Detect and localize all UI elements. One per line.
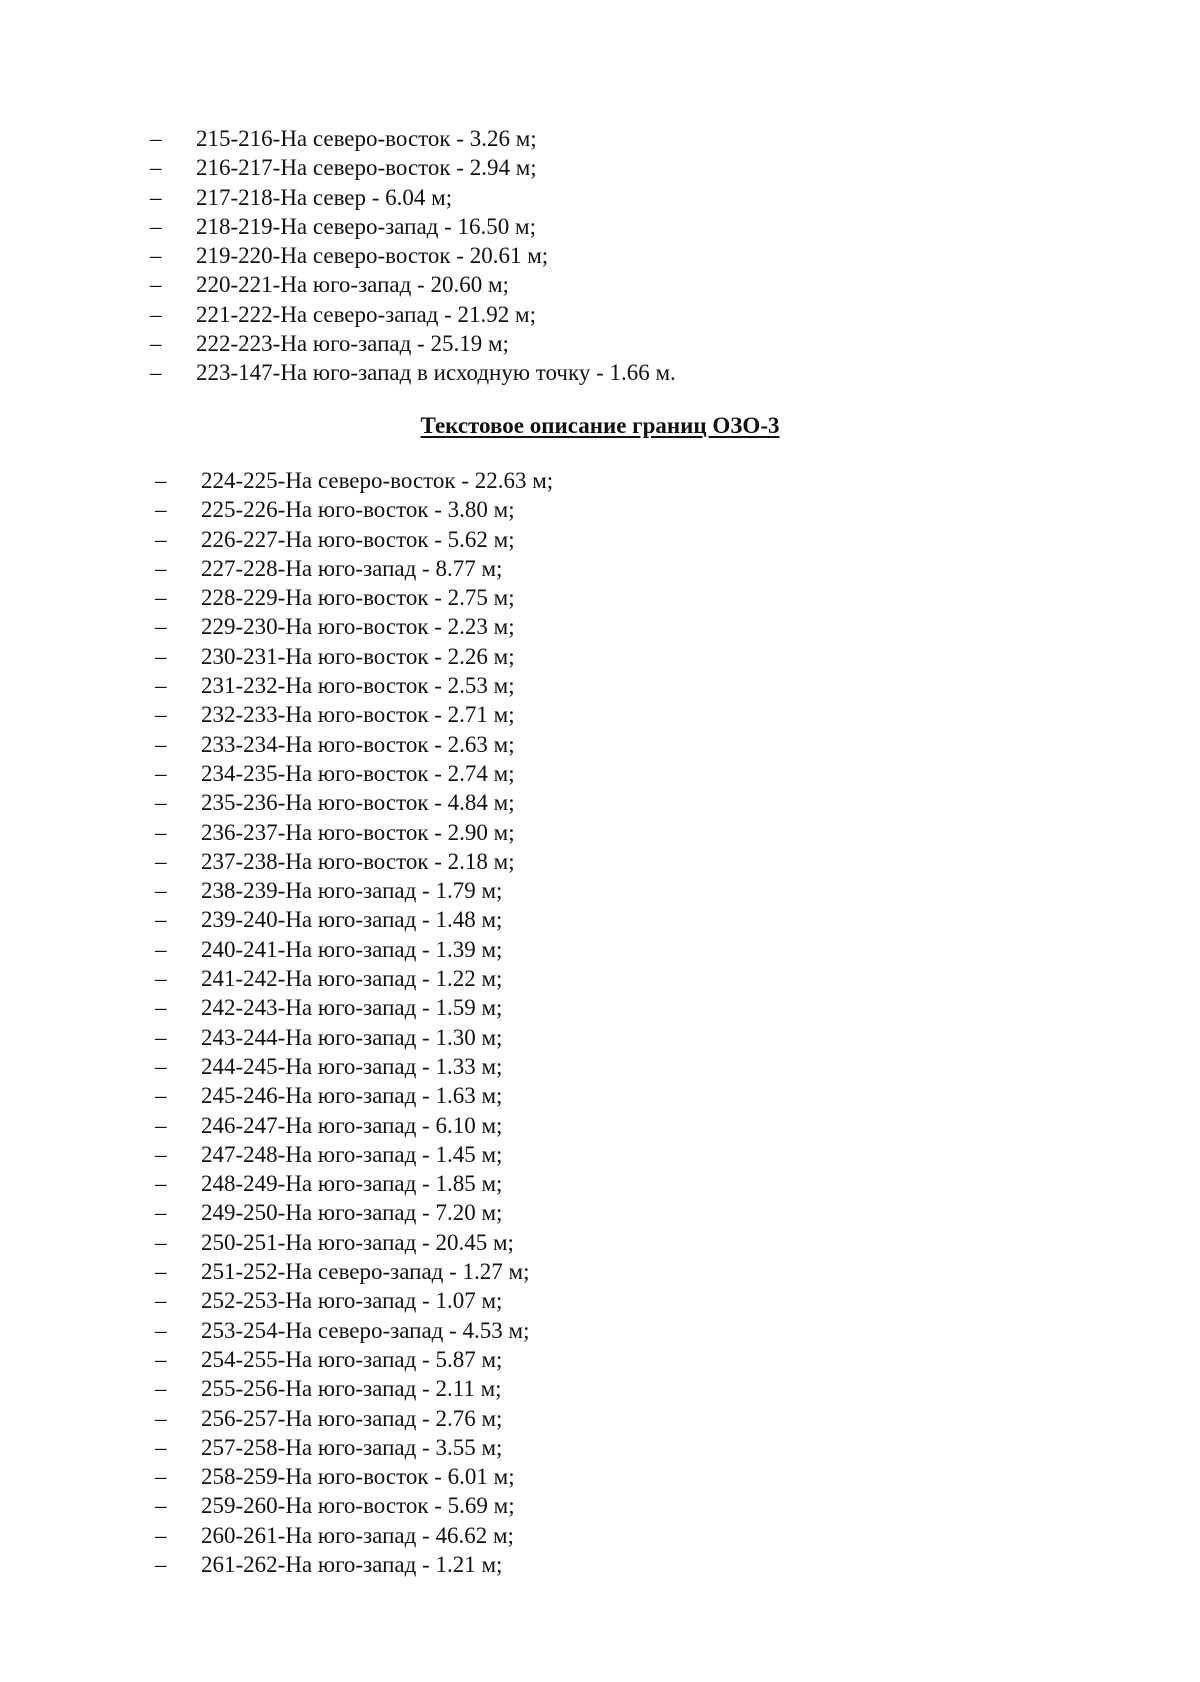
list-item-text: 254-255-На юго-запад - 5.87 м; bbox=[201, 1346, 503, 1372]
bullet-dash: – bbox=[155, 1464, 167, 1490]
list-item-text: 215-216-На северо-восток - 3.26 м; bbox=[196, 126, 537, 151]
bullet-dash: – bbox=[155, 1229, 167, 1255]
list-item-text: 257-258-На юго-запад - 3.55 м; bbox=[201, 1434, 503, 1460]
bullet-dash: – bbox=[155, 1346, 167, 1372]
list-item bbox=[155, 1052, 553, 1081]
list-item bbox=[150, 270, 676, 299]
bullet-dash: – bbox=[150, 184, 162, 210]
bullet-dash: – bbox=[155, 497, 167, 523]
list-item-text: 252-253-На юго-запад - 1.07 м; bbox=[201, 1288, 503, 1314]
bullet-dash: – bbox=[150, 331, 162, 357]
bullet-dash: – bbox=[155, 614, 167, 640]
bullet-dash: – bbox=[155, 1112, 167, 1138]
list-item bbox=[155, 1433, 553, 1462]
list-item bbox=[155, 1316, 553, 1345]
bullet-dash: – bbox=[155, 526, 167, 552]
list-item bbox=[155, 1521, 553, 1550]
list-item-text: 218-219-На северо-запад - 16.50 м; bbox=[196, 213, 536, 239]
list-item bbox=[155, 1345, 553, 1374]
list-item-text: 239-240-На юго-запад - 1.48 м; bbox=[201, 907, 503, 933]
list-item-text: 253-254-На северо-запад - 4.53 м; bbox=[201, 1317, 530, 1343]
list-item-text: 236-237-На юго-восток - 2.90 м; bbox=[201, 819, 515, 845]
bullet-dash: – bbox=[155, 878, 167, 904]
bullet-dash: – bbox=[155, 1522, 167, 1548]
bullet-dash: – bbox=[155, 731, 167, 757]
bullet-dash: – bbox=[155, 702, 167, 728]
bullet-dash: – bbox=[150, 301, 162, 327]
list-item bbox=[155, 700, 553, 729]
list-item-text: 222-223-На юго-запад - 25.19 м; bbox=[196, 331, 509, 357]
list-item bbox=[155, 876, 553, 905]
bullet-dash: – bbox=[155, 643, 167, 669]
boundary-list-previous bbox=[150, 124, 676, 388]
bullet-dash: – bbox=[155, 1083, 167, 1109]
bullet-dash: – bbox=[155, 1434, 167, 1460]
list-item-text: 250-251-На юго-запад - 20.45 м; bbox=[201, 1229, 514, 1255]
bullet-dash: – bbox=[155, 1551, 167, 1577]
list-item bbox=[150, 212, 676, 241]
bullet-dash: – bbox=[155, 1259, 167, 1285]
list-item bbox=[155, 612, 553, 641]
list-item bbox=[155, 759, 553, 788]
bullet-dash: – bbox=[155, 1171, 167, 1197]
bullet-dash: – bbox=[155, 1376, 167, 1402]
list-item-text: 258-259-На юго-восток - 6.01 м; bbox=[201, 1464, 515, 1490]
list-item bbox=[150, 329, 676, 358]
list-item bbox=[150, 183, 676, 212]
list-item bbox=[155, 818, 553, 847]
list-item-text: 228-229-На юго-восток - 2.75 м; bbox=[201, 585, 515, 611]
bullet-dash: – bbox=[155, 790, 167, 816]
list-item bbox=[155, 1169, 553, 1198]
list-item-text: 225-226-На юго-восток - 3.80 м; bbox=[201, 497, 515, 523]
list-item bbox=[155, 1023, 553, 1052]
list-item bbox=[155, 466, 553, 495]
list-item bbox=[155, 1257, 553, 1286]
bullet-dash: – bbox=[155, 1053, 167, 1079]
bullet-dash: – bbox=[155, 1141, 167, 1167]
list-item bbox=[155, 1228, 553, 1257]
list-item-text: 220-221-На юго-запад - 20.60 м; bbox=[196, 272, 509, 298]
bullet-dash: – bbox=[150, 272, 162, 298]
bullet-dash: – bbox=[155, 673, 167, 699]
bullet-dash: – bbox=[155, 1317, 167, 1343]
list-item bbox=[155, 935, 553, 964]
list-item bbox=[155, 1491, 553, 1520]
list-item bbox=[150, 153, 676, 182]
bullet-dash: – bbox=[155, 1493, 167, 1519]
list-item bbox=[150, 358, 676, 387]
list-item bbox=[155, 1198, 553, 1227]
list-item-text: 223-147-На юго-запад в исходную точку - 1.66 м. bbox=[196, 360, 676, 386]
bullet-dash: – bbox=[155, 848, 167, 874]
list-item bbox=[155, 788, 553, 817]
bullet-dash: – bbox=[155, 1288, 167, 1314]
bullet-dash: – bbox=[155, 936, 167, 962]
list-item bbox=[155, 1404, 553, 1433]
bullet-dash: – bbox=[155, 995, 167, 1021]
list-item bbox=[155, 1140, 553, 1169]
bullet-dash: – bbox=[150, 213, 162, 239]
boundary-list-ozo-3 bbox=[155, 466, 553, 1579]
list-item-text: 242-243-На юго-запад - 1.59 м; bbox=[201, 995, 503, 1021]
bullet-dash: – bbox=[155, 819, 167, 845]
list-item bbox=[150, 124, 676, 153]
list-item bbox=[155, 905, 553, 934]
list-item bbox=[155, 847, 553, 876]
list-item-text: 216-217-На северо-восток - 2.94 м; bbox=[196, 155, 537, 181]
list-item bbox=[155, 730, 553, 759]
list-item bbox=[155, 1081, 553, 1110]
list-item-text: 243-244-На юго-запад - 1.30 м; bbox=[201, 1024, 503, 1050]
bullet-dash: – bbox=[150, 155, 162, 181]
list-item-text: 226-227-На юго-восток - 5.62 м; bbox=[201, 526, 515, 552]
list-item bbox=[155, 642, 553, 671]
list-item bbox=[155, 495, 553, 524]
list-item bbox=[155, 554, 553, 583]
bullet-dash: – bbox=[150, 243, 162, 269]
list-item-text: 224-225-На северо-восток - 22.63 м; bbox=[201, 468, 554, 493]
list-item bbox=[155, 525, 553, 554]
list-item-text: 259-260-На юго-восток - 5.69 м; bbox=[201, 1493, 515, 1519]
list-item-text: 233-234-На юго-восток - 2.63 м; bbox=[201, 731, 515, 757]
list-item-text: 247-248-На юго-запад - 1.45 м; bbox=[201, 1141, 503, 1167]
list-item-text: 256-257-На юго-запад - 2.76 м; bbox=[201, 1405, 503, 1431]
list-item bbox=[150, 241, 676, 270]
list-item bbox=[150, 300, 676, 329]
list-item-text: 217-218-На север - 6.04 м; bbox=[196, 184, 453, 210]
bullet-dash: – bbox=[155, 1405, 167, 1431]
list-item-text: 237-238-На юго-восток - 2.18 м; bbox=[201, 848, 515, 874]
list-item-text: 244-245-На юго-запад - 1.33 м; bbox=[201, 1053, 503, 1079]
list-item bbox=[155, 1550, 553, 1579]
list-item bbox=[155, 964, 553, 993]
list-item-text: 229-230-На юго-восток - 2.23 м; bbox=[201, 614, 515, 640]
list-item-text: 255-256-На юго-запад - 2.11 м; bbox=[201, 1376, 502, 1402]
list-item-text: 219-220-На северо-восток - 20.61 м; bbox=[196, 243, 549, 269]
bullet-dash: – bbox=[155, 907, 167, 933]
list-item-text: 232-233-На юго-восток - 2.71 м; bbox=[201, 702, 515, 728]
list-item bbox=[155, 1111, 553, 1140]
list-item bbox=[155, 583, 553, 612]
list-item bbox=[155, 671, 553, 700]
list-item-text: 234-235-На юго-восток - 2.74 м; bbox=[201, 760, 515, 786]
list-item-text: 260-261-На юго-запад - 46.62 м; bbox=[201, 1522, 514, 1548]
list-item-text: 227-228-На юго-запад - 8.77 м; bbox=[201, 555, 503, 581]
bullet-dash: – bbox=[155, 1024, 167, 1050]
list-item-text: 235-236-На юго-восток - 4.84 м; bbox=[201, 790, 515, 816]
bullet-dash: – bbox=[155, 966, 167, 992]
bullet-dash: – bbox=[155, 585, 167, 611]
list-item-text: 221-222-На северо-запад - 21.92 м; bbox=[196, 301, 536, 327]
list-item-text: 240-241-На юго-запад - 1.39 м; bbox=[201, 936, 503, 962]
bullet-dash: – bbox=[155, 1200, 167, 1226]
bullet-dash: – bbox=[150, 126, 162, 151]
list-item-text: 248-249-На юго-запад - 1.85 м; bbox=[201, 1171, 503, 1197]
list-item bbox=[155, 993, 553, 1022]
list-item-text: 261-262-На юго-запад - 1.21 м; bbox=[201, 1551, 503, 1577]
list-item-text: 238-239-На юго-запад - 1.79 м; bbox=[201, 878, 503, 904]
section-title-ozo-3: Текстовое описание границ ОЗО-3 bbox=[420, 413, 780, 438]
list-item-text: 251-252-На северо-запад - 1.27 м; bbox=[201, 1259, 530, 1285]
bullet-dash: – bbox=[155, 468, 167, 493]
list-item bbox=[155, 1462, 553, 1491]
list-item-text: 249-250-На юго-запад - 7.20 м; bbox=[201, 1200, 503, 1226]
list-item-text: 246-247-На юго-запад - 6.10 м; bbox=[201, 1112, 503, 1138]
bullet-dash: – bbox=[155, 555, 167, 581]
bullet-dash: – bbox=[150, 360, 162, 386]
list-item-text: 241-242-На юго-запад - 1.22 м; bbox=[201, 966, 503, 992]
list-item-text: 245-246-На юго-запад - 1.63 м; bbox=[201, 1083, 503, 1109]
list-item-text: 231-232-На юго-восток - 2.53 м; bbox=[201, 673, 515, 699]
bullet-dash: – bbox=[155, 760, 167, 786]
list-item bbox=[155, 1286, 553, 1315]
list-item-text: 230-231-На юго-восток - 2.26 м; bbox=[201, 643, 515, 669]
list-item bbox=[155, 1374, 553, 1403]
